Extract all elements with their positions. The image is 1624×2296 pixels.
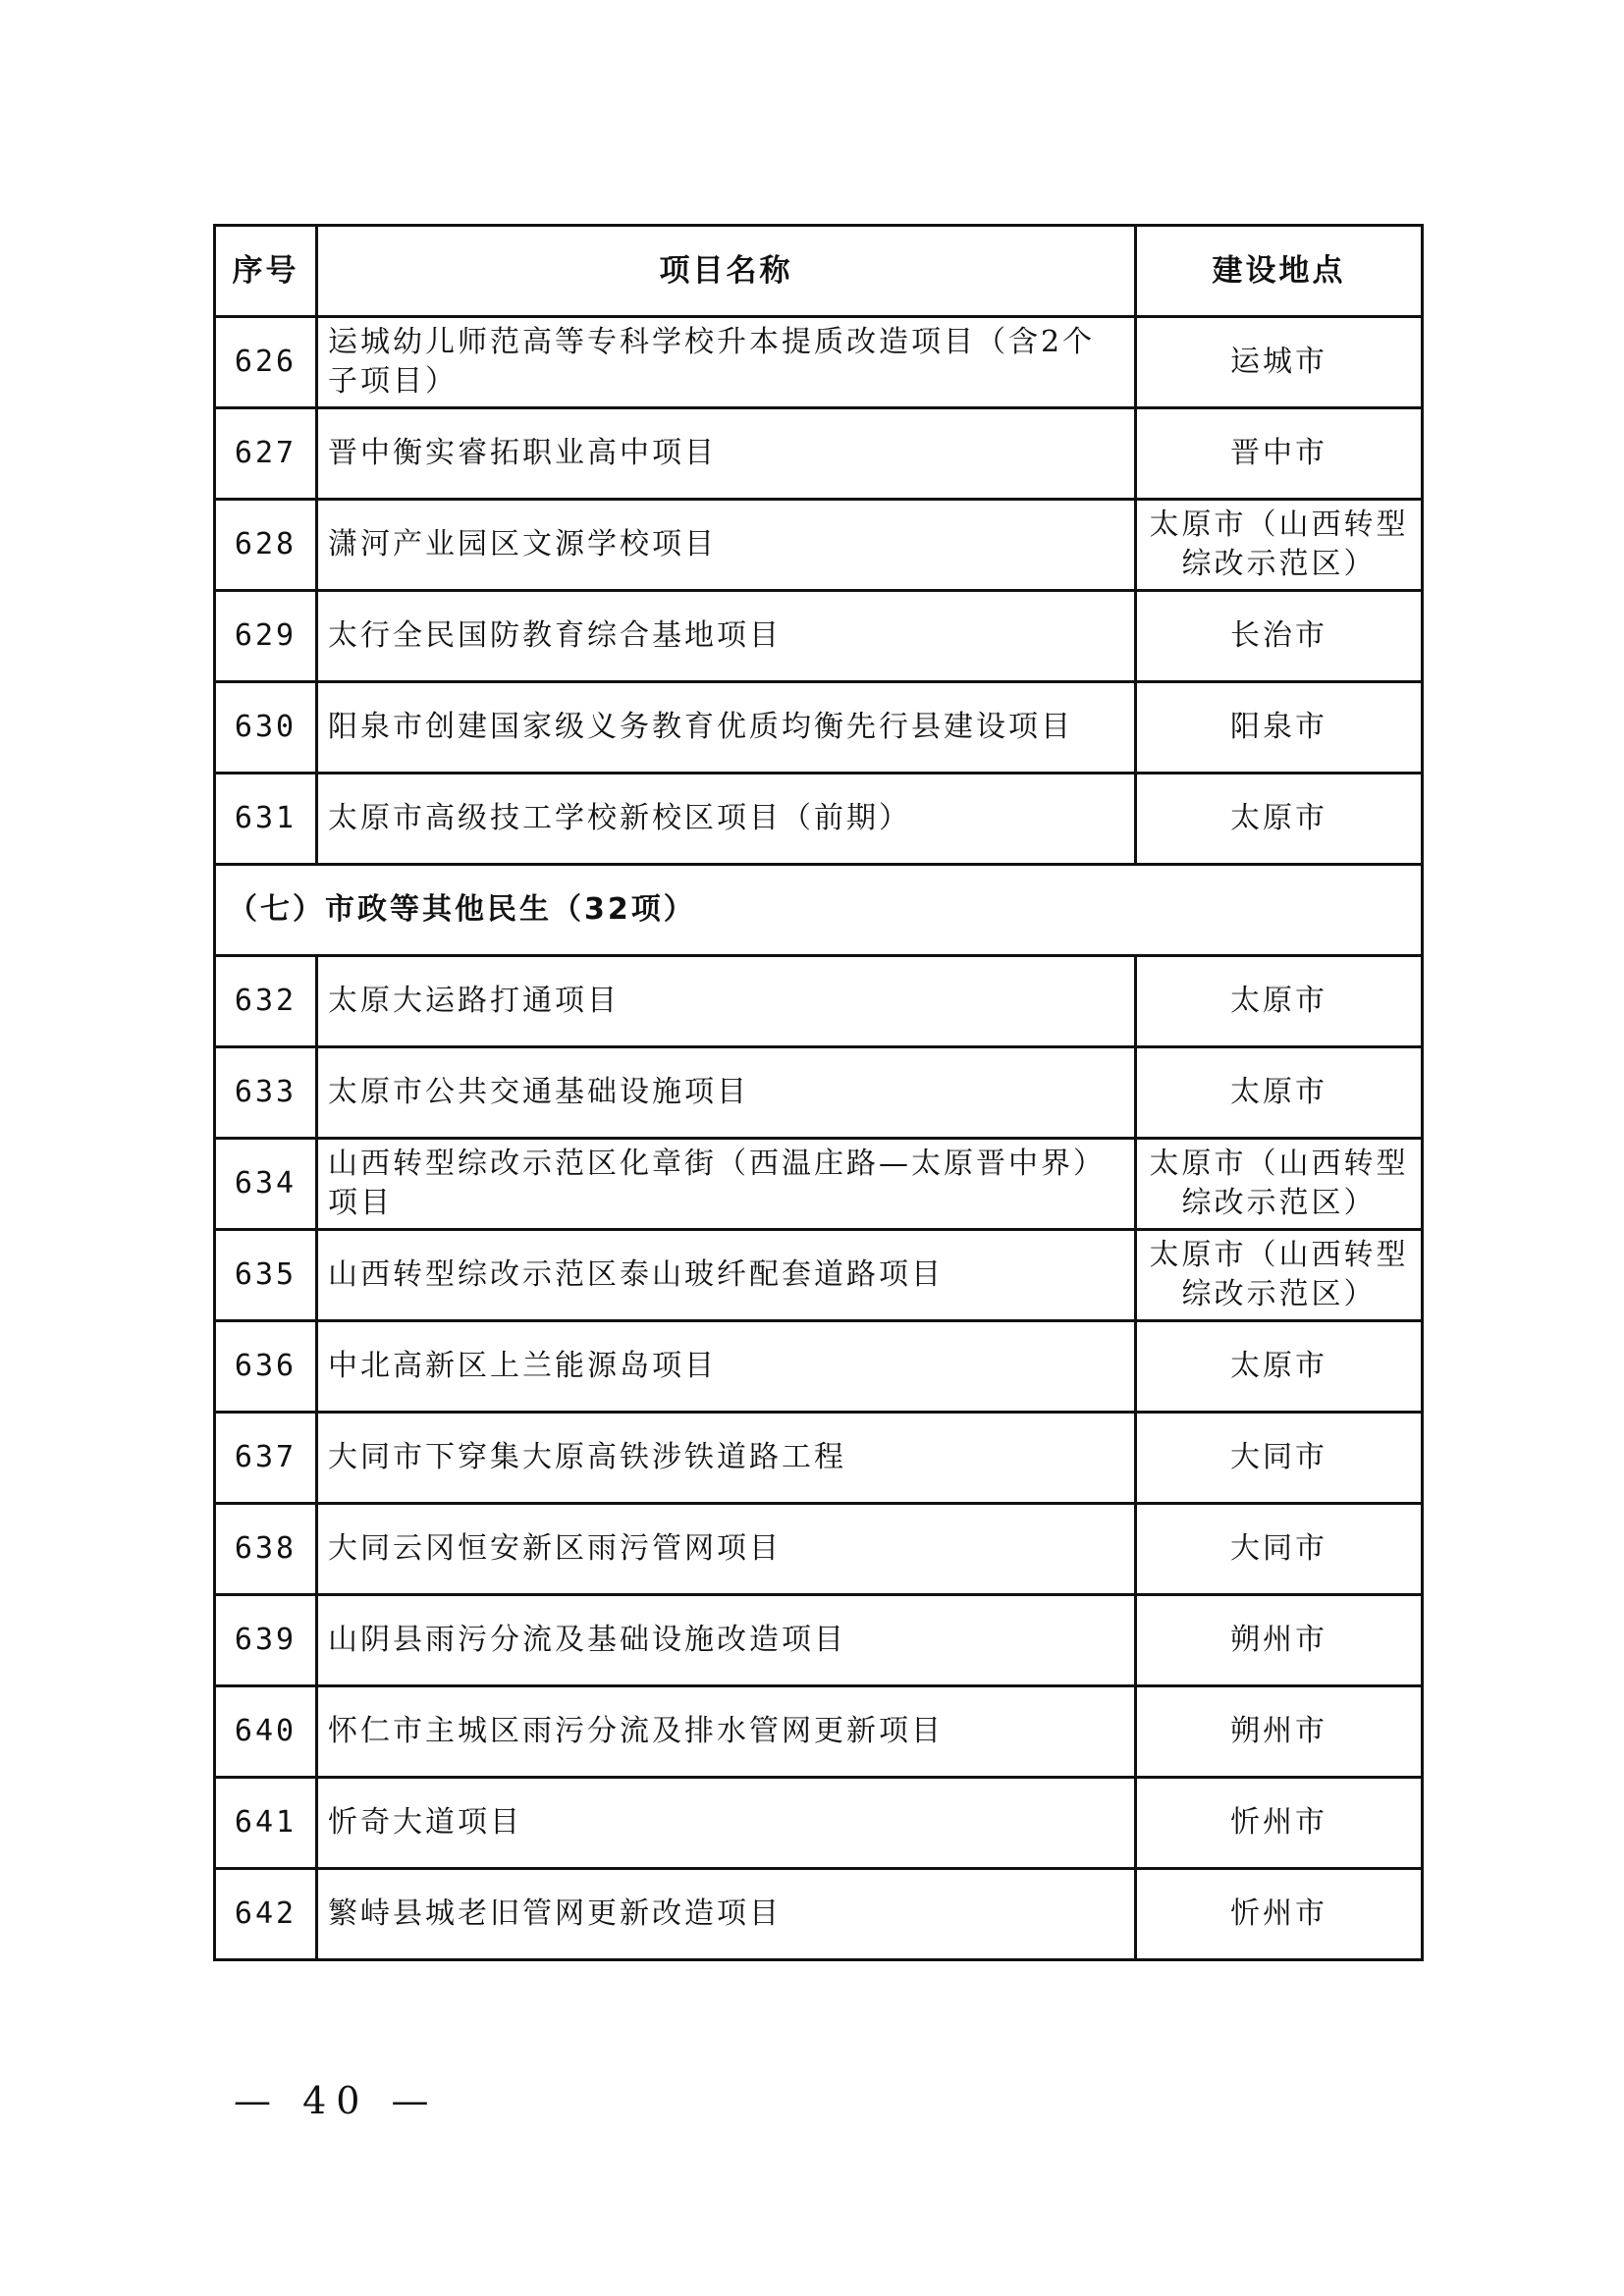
row-location: 太原市 <box>1136 1047 1423 1139</box>
section-heading: （七）市政等其他民生（32项） <box>215 865 1423 956</box>
row-seq: 637 <box>215 1413 317 1504</box>
row-location: 忻州市 <box>1136 1778 1423 1869</box>
row-location: 太原市（山西转型综改示范区） <box>1136 1139 1423 1230</box>
table-row <box>215 1504 1423 1595</box>
row-seq: 632 <box>215 956 317 1047</box>
row-project-name: 大同市下穿集大原高铁涉铁道路工程 <box>317 1413 1136 1504</box>
project-table <box>213 224 1424 1961</box>
row-project-name: 山阴县雨污分流及基础设施改造项目 <box>317 1595 1136 1686</box>
row-project-name: 忻奇大道项目 <box>317 1778 1136 1869</box>
row-location: 太原市（山西转型综改示范区） <box>1136 1230 1423 1321</box>
table-row <box>215 774 1423 865</box>
table-row <box>215 317 1423 408</box>
row-location: 长治市 <box>1136 591 1423 682</box>
table-row <box>215 500 1423 591</box>
table-header-row <box>215 226 1423 317</box>
row-location: 朔州市 <box>1136 1686 1423 1778</box>
table-row <box>215 1047 1423 1139</box>
table-row <box>215 1595 1423 1686</box>
row-location: 太原市（山西转型综改示范区） <box>1136 500 1423 591</box>
table-row <box>215 1413 1423 1504</box>
row-project-name: 山西转型综改示范区泰山玻纤配套道路项目 <box>317 1230 1136 1321</box>
row-seq: 626 <box>215 317 317 408</box>
section-row <box>215 865 1423 956</box>
row-project-name: 大同云冈恒安新区雨污管网项目 <box>317 1504 1136 1595</box>
table-row <box>215 408 1423 500</box>
row-seq: 642 <box>215 1869 317 1960</box>
table-row <box>215 1869 1423 1960</box>
row-project-name: 阳泉市创建国家级义务教育优质均衡先行县建设项目 <box>317 682 1136 774</box>
row-seq: 629 <box>215 591 317 682</box>
table-body <box>215 317 1423 1960</box>
row-project-name: 山西转型综改示范区化章街（西温庄路—太原晋中界）项目 <box>317 1139 1136 1230</box>
row-seq: 641 <box>215 1778 317 1869</box>
table-row <box>215 1686 1423 1778</box>
row-project-name: 太原市高级技工学校新校区项目（前期） <box>317 774 1136 865</box>
header-seq: 序号 <box>215 226 317 317</box>
row-seq: 627 <box>215 408 317 500</box>
row-seq: 633 <box>215 1047 317 1139</box>
row-location: 太原市 <box>1136 956 1423 1047</box>
row-project-name: 运城幼儿师范高等专科学校升本提质改造项目（含2个子项目） <box>317 317 1136 408</box>
row-seq: 630 <box>215 682 317 774</box>
row-location: 太原市 <box>1136 1321 1423 1413</box>
row-project-name: 潇河产业园区文源学校项目 <box>317 500 1136 591</box>
row-seq: 631 <box>215 774 317 865</box>
row-seq: 635 <box>215 1230 317 1321</box>
row-seq: 639 <box>215 1595 317 1686</box>
table-row <box>215 956 1423 1047</box>
row-seq: 634 <box>215 1139 317 1230</box>
table-row <box>215 682 1423 774</box>
row-seq: 640 <box>215 1686 317 1778</box>
table-row <box>215 1778 1423 1869</box>
row-seq: 628 <box>215 500 317 591</box>
row-location: 晋中市 <box>1136 408 1423 500</box>
row-project-name: 怀仁市主城区雨污分流及排水管网更新项目 <box>317 1686 1136 1778</box>
table-row <box>215 1139 1423 1230</box>
row-location: 朔州市 <box>1136 1595 1423 1686</box>
row-project-name: 繁峙县城老旧管网更新改造项目 <box>317 1869 1136 1960</box>
header-project-name: 项目名称 <box>317 226 1136 317</box>
row-location: 大同市 <box>1136 1413 1423 1504</box>
row-project-name: 晋中衡实睿拓职业高中项目 <box>317 408 1136 500</box>
row-seq: 636 <box>215 1321 317 1413</box>
row-seq: 638 <box>215 1504 317 1595</box>
header-location: 建设地点 <box>1136 226 1423 317</box>
table-row <box>215 1230 1423 1321</box>
row-project-name: 中北高新区上兰能源岛项目 <box>317 1321 1136 1413</box>
row-location: 忻州市 <box>1136 1869 1423 1960</box>
row-location: 大同市 <box>1136 1504 1423 1595</box>
row-location: 运城市 <box>1136 317 1423 408</box>
row-location: 阳泉市 <box>1136 682 1423 774</box>
table-row <box>215 591 1423 682</box>
row-project-name: 太行全民国防教育综合基地项目 <box>317 591 1136 682</box>
row-project-name: 太原大运路打通项目 <box>317 956 1136 1047</box>
row-project-name: 太原市公共交通基础设施项目 <box>317 1047 1136 1139</box>
page-number: — 40 — <box>234 2079 439 2122</box>
table-row <box>215 1321 1423 1413</box>
row-location: 太原市 <box>1136 774 1423 865</box>
